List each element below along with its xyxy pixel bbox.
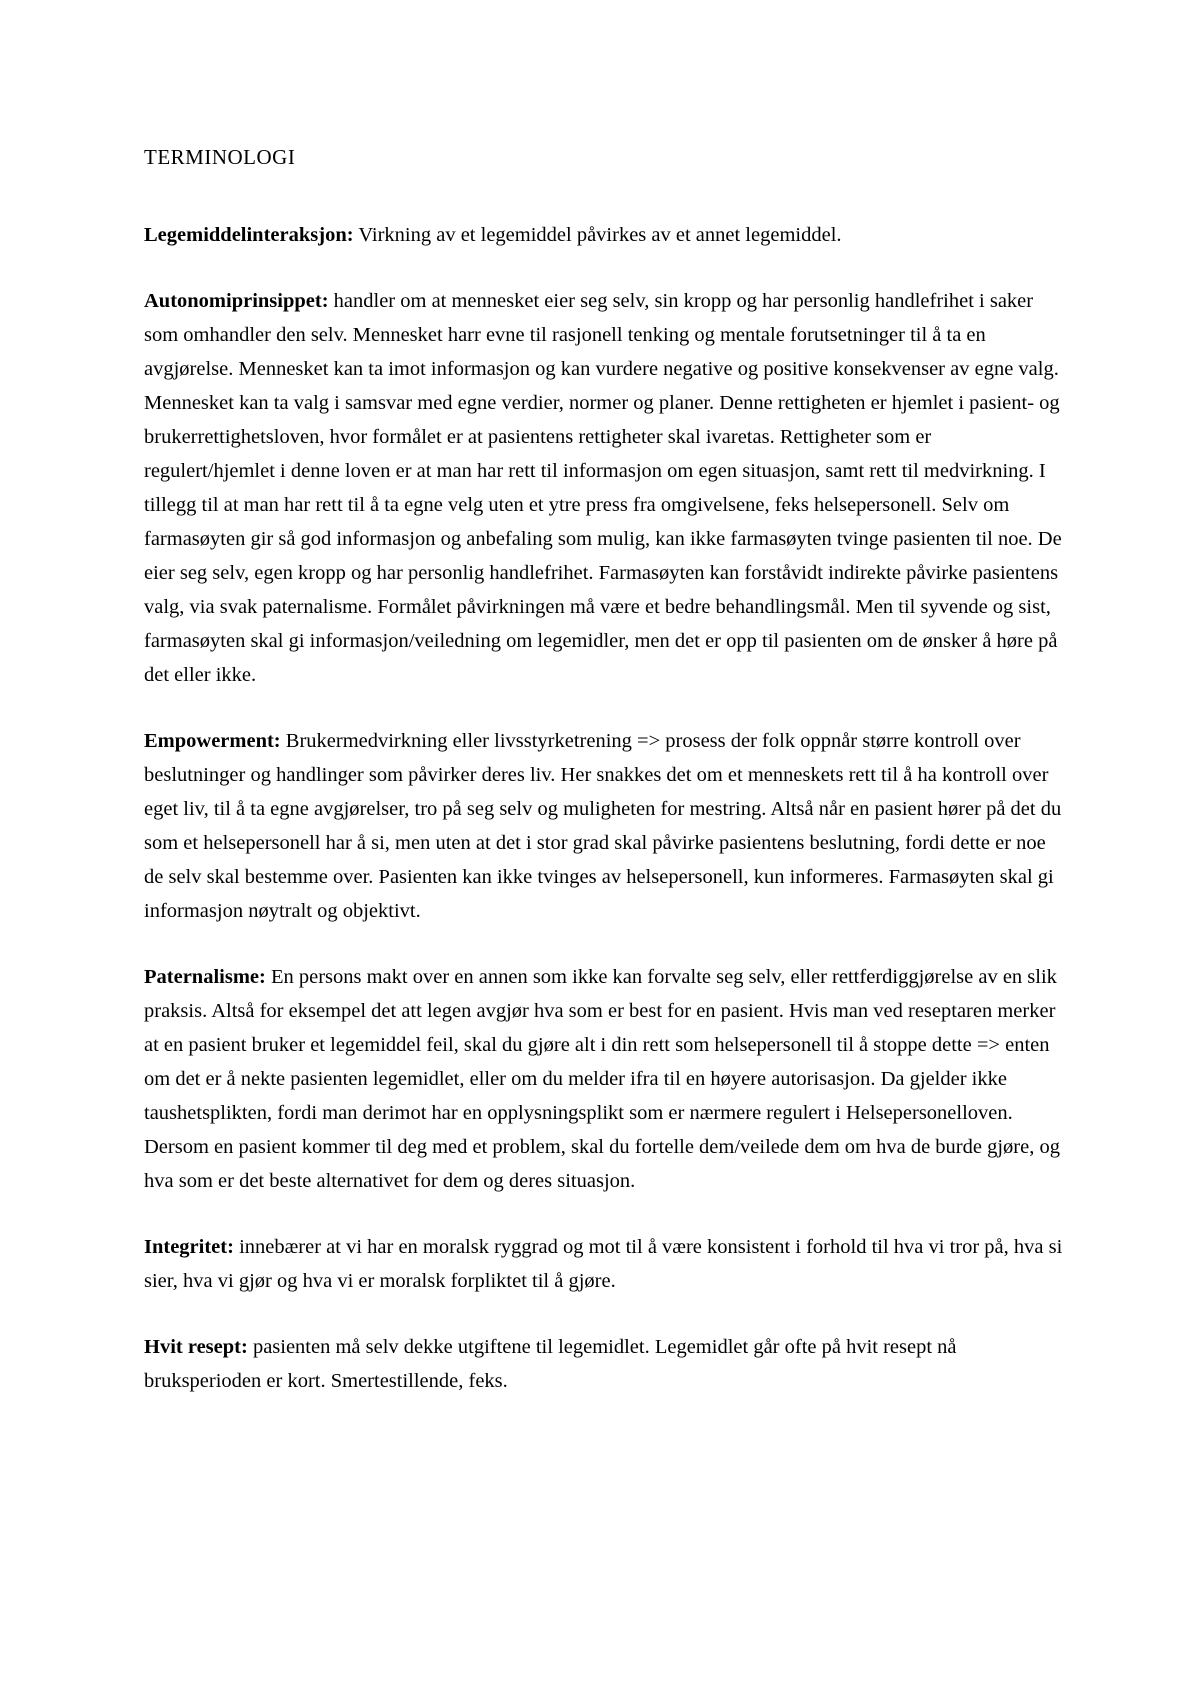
entry-term: Paternalisme:: [144, 966, 266, 988]
entry-term: Empowerment:: [144, 730, 281, 752]
document-page: [144, 140, 1066, 1430]
entry-text: pasienten må selv dekke utgiftene til legemidlet. Legemidlet går ofte på hvit resept nå bruksperioden er kort. Smertestillende, feks.: [144, 1336, 957, 1392]
entry-text: Brukermedvirkning eller livsstyrketrening => prosess der folk oppnår større kontroll over beslutninger og handlinger som påvirker deres liv. Her snakkes det om et menneskets rett til å ha kontroll over eget liv, til å ta egne avgjørelser, tro på seg selv og muligheten for mestring. Altså når en pasient hører på det du som et helsepersonell har å si, men uten at det i stor grad skal påvirke pasientens beslutning, fordi dette er noe de selv skal bestemme over. Pasienten kan ikke tvinges av helsepersonell, kun informeres. Farmasøyten skal gi informasjon nøytralt og objektivt.: [144, 730, 1062, 922]
entry-autonomiprinsippet: [144, 284, 1066, 692]
page-title: TERMINOLOGI: [144, 145, 296, 169]
entry-integritet: [144, 1230, 1066, 1298]
entry-legemiddelinteraksjon: [144, 218, 1066, 252]
entry-text: Virkning av et legemiddel påvirkes av et annet legemiddel.: [358, 224, 842, 246]
entry-term: Integritet:: [144, 1236, 234, 1258]
entry-term: Hvit resept:: [144, 1336, 248, 1358]
entry-term: Legemiddelinteraksjon:: [144, 224, 354, 246]
entry-text: handler om at mennesket eier seg selv, sin kropp og har personlig handlefrihet i saker som omhandler den selv. Mennesket harr evne til rasjonell tenking og mentale forutsetninger til å ta en avgjørelse. Mennesket kan ta imot informasjon og kan vurdere negative og positive konsekvenser av egne valg. Mennesket kan ta valg i samsvar med egne verdier, normer og planer. Denne rettigheten er hjemlet i pasient- og brukerrettighetsloven, hvor formålet er at pasientens rettigheter skal ivaretas. Rettigheter som er regulert/hjemlet i denne loven er at man har rett til informasjon om egen situasjon, samt rett til medvirkning. I tillegg til at man har rett til å ta egne velg uten et ytre press fra omgivelsene, feks helsepersonell. Selv om farmasøyten gir så god informasjon og anbefaling som mulig, kan ikke farmasøyten tvinge pasienten til noe. De eier seg selv, egen kropp og har personlig handlefrihet. Farmasøyten kan forståvidt indirekte påvirke pasientens valg, via svak paternalisme. Formålet påvirkningen må være et bedre behandlingsmål. Men til syvende og sist, farmasøyten skal gi informasjon/veiledning om legemidler, men det er opp til pasienten om de ønsker å høre på det eller ikke.: [144, 290, 1062, 686]
entry-text: innebærer at vi har en moralsk ryggrad og mot til å være konsistent i forhold til hva vi tror på, hva si sier, hva vi gjør og hva vi er moralsk forpliktet til å gjøre.: [144, 1236, 1063, 1292]
entry-paternalisme: [144, 960, 1066, 1198]
entry-text: En persons makt over en annen som ikke kan forvalte seg selv, eller rettferdiggjørelse av en slik praksis. Altså for eksempel det att legen avgjør hva som er best for en pasient. Hvis man ved reseptaren merker at en pasient bruker et legemiddel feil, skal du gjøre alt i din rett som helsepersonell til å stoppe dette => enten om det er å nekte pasienten legemidlet, eller om du melder ifra til en høyere autorisasjon. Da gjelder ikke taushetsplikten, fordi man derimot har en opplysningsplikt som er nærmere regulert i Helsepersonelloven. Dersom en pasient kommer til deg med et problem, skal du fortelle dem/veilede dem om hva de burde gjøre, og hva som er det beste alternativet for dem og deres situasjon.: [144, 966, 1060, 1192]
entry-term: Autonomiprinsippet:: [144, 290, 329, 312]
entry-empowerment: [144, 724, 1066, 928]
entry-hvit-resept: [144, 1330, 1066, 1398]
